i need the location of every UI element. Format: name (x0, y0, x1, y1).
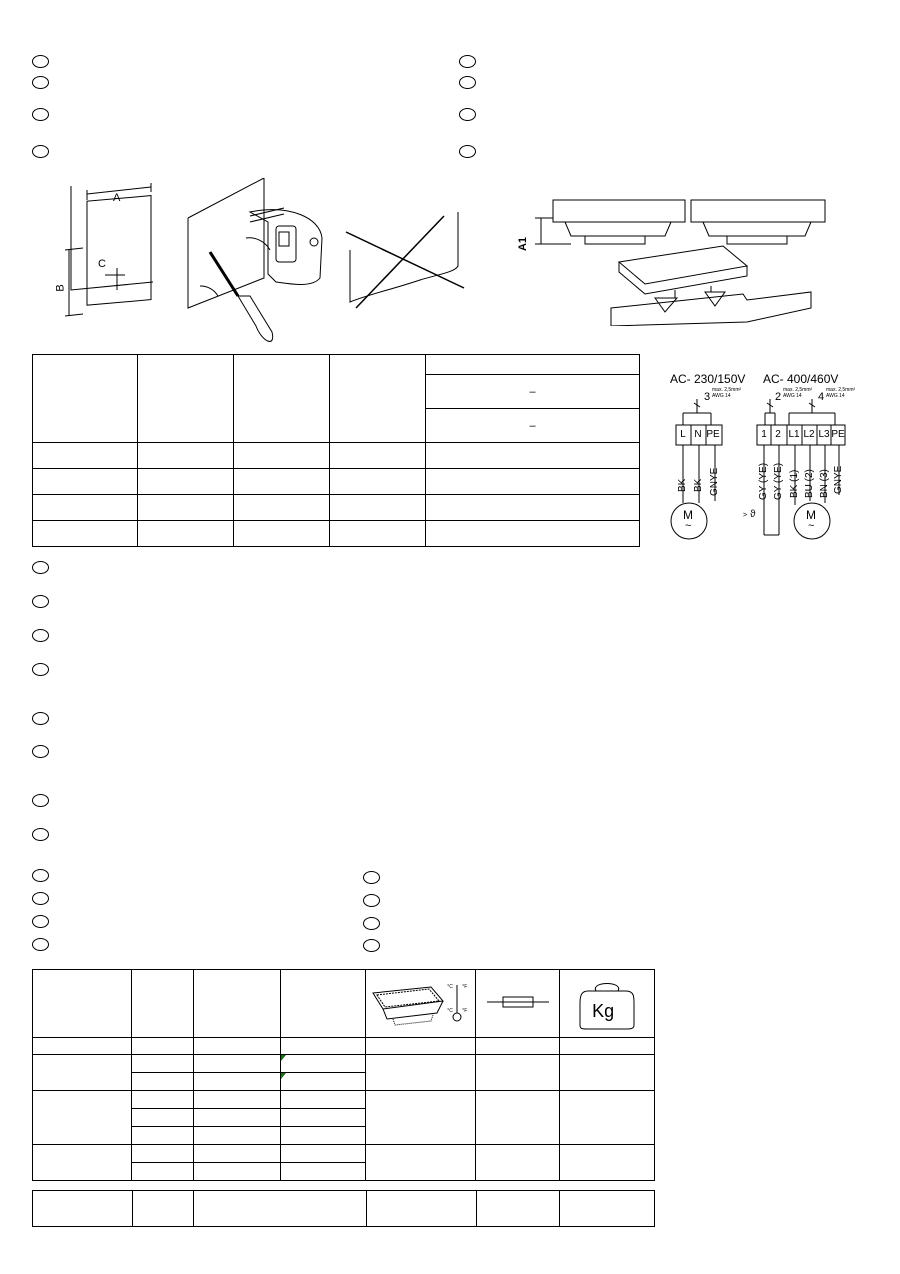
terminal-l: L (680, 429, 686, 440)
dimension-label-b: B (54, 284, 67, 292)
motor-ac-symbol-single: ~ (685, 520, 692, 532)
specification-table (32, 969, 655, 1181)
wire-label-bk-2: BK (693, 478, 704, 492)
language-marker-right-4 (459, 145, 476, 158)
motor-symbol-single: M (683, 508, 693, 522)
language-marker-mid-6 (32, 745, 49, 758)
language-marker-low-left-3 (32, 915, 49, 928)
motor-symbol-three: M (806, 508, 816, 522)
terminal-pe-single: PE (706, 429, 720, 440)
green-marker-2 (281, 1073, 286, 1079)
wire-count-single: 3 (704, 391, 711, 403)
language-marker-mid-7 (32, 794, 49, 807)
temp-unit-c-bottom: °C (447, 1008, 453, 1014)
language-marker-left-2 (32, 76, 49, 89)
language-marker-low-left-4 (32, 938, 49, 951)
green-marker-1 (281, 1055, 286, 1061)
language-marker-right-3 (459, 108, 476, 121)
language-marker-left-3 (32, 108, 49, 121)
wire-count-three-a: 2 (775, 391, 782, 403)
language-marker-mid-2 (32, 595, 49, 608)
wire-label-gy-2: GY (YE) (773, 462, 784, 500)
language-marker-low-right-3 (363, 917, 380, 930)
terminal-pe-three: PE (831, 429, 845, 440)
weight-unit-label: Kg (592, 1001, 615, 1021)
wire-count-three-b: 4 (818, 391, 825, 403)
wiring-title-three-phase: AC- 400/460V (763, 372, 839, 386)
wire-label-bu: BU (2) (804, 469, 815, 498)
thermostat-prefix: > (743, 512, 748, 519)
terminal-1: 1 (761, 429, 767, 440)
fuse-icon (487, 995, 549, 1009)
wire-label-gy-1: GY (YE) (758, 462, 769, 500)
wire-spec-single-2: AWG 14 (712, 393, 731, 399)
motor-ac-symbol-three: ~ (808, 520, 815, 532)
dimension-label-a: A (113, 192, 121, 204)
wire-label-gnye-single: GNYE (709, 467, 720, 496)
terminal-n: N (694, 429, 702, 440)
wire-label-bn: BN (3) (819, 469, 830, 498)
wire-label-bk-1: BK (677, 478, 688, 492)
temp-unit-f-bottom: °F (462, 1008, 468, 1014)
wire-spec-three-b-2: AWG 14 (826, 393, 845, 399)
language-marker-mid-4 (32, 663, 49, 676)
terminal-l3: L3 (818, 429, 830, 440)
wire-label-gnye-three: GNYE (833, 465, 844, 494)
temp-unit-c-top: °C (447, 984, 453, 990)
language-marker-right-1 (459, 55, 476, 68)
technical-data-table (32, 354, 640, 547)
language-marker-mid-5 (32, 712, 49, 725)
language-marker-left-1 (32, 55, 49, 68)
wire-spec-three-b-1: max. 2,5mm² (826, 387, 856, 393)
language-marker-low-right-1 (363, 871, 380, 884)
specification-table-footer (32, 1190, 655, 1227)
voltage-tolerance-dash-1: – (529, 385, 536, 398)
wire-spec-three-a-1: max. 2,5mm² (783, 387, 813, 393)
cutout-dimension-figure (55, 180, 165, 322)
language-marker-low-left-2 (32, 892, 49, 905)
terminal-l2: L2 (803, 429, 815, 440)
temp-unit-f-top: °F (462, 984, 468, 990)
incorrect-method-figure (340, 210, 470, 310)
voltage-tolerance-dash-2: – (529, 419, 536, 432)
wire-spec-three-a-2: AWG 14 (783, 393, 802, 399)
language-marker-left-4 (32, 145, 49, 158)
terminal-2: 2 (775, 429, 781, 440)
language-marker-low-right-2 (363, 894, 380, 907)
thermostat-symbol: ϑ (750, 509, 756, 520)
wiring-title-single-phase: AC- 230/150V (670, 372, 746, 386)
language-marker-mid-3 (32, 629, 49, 642)
dimension-label-a1: A1 (517, 236, 530, 252)
language-marker-right-2 (459, 76, 476, 89)
wire-label-bk-three: BK (1) (789, 469, 800, 498)
language-marker-mid-8 (32, 828, 49, 841)
dimension-label-c: C (98, 258, 106, 270)
language-marker-low-left-1 (32, 869, 49, 882)
filter-housing-figure (515, 196, 835, 326)
wire-spec-single-1: max. 2,5mm² (712, 387, 742, 393)
language-marker-mid-1 (32, 561, 49, 574)
terminal-l1: L1 (788, 429, 800, 440)
filter-temperature-icon (369, 979, 473, 1029)
deburr-file-figure (180, 178, 330, 348)
language-marker-low-right-4 (363, 939, 380, 952)
